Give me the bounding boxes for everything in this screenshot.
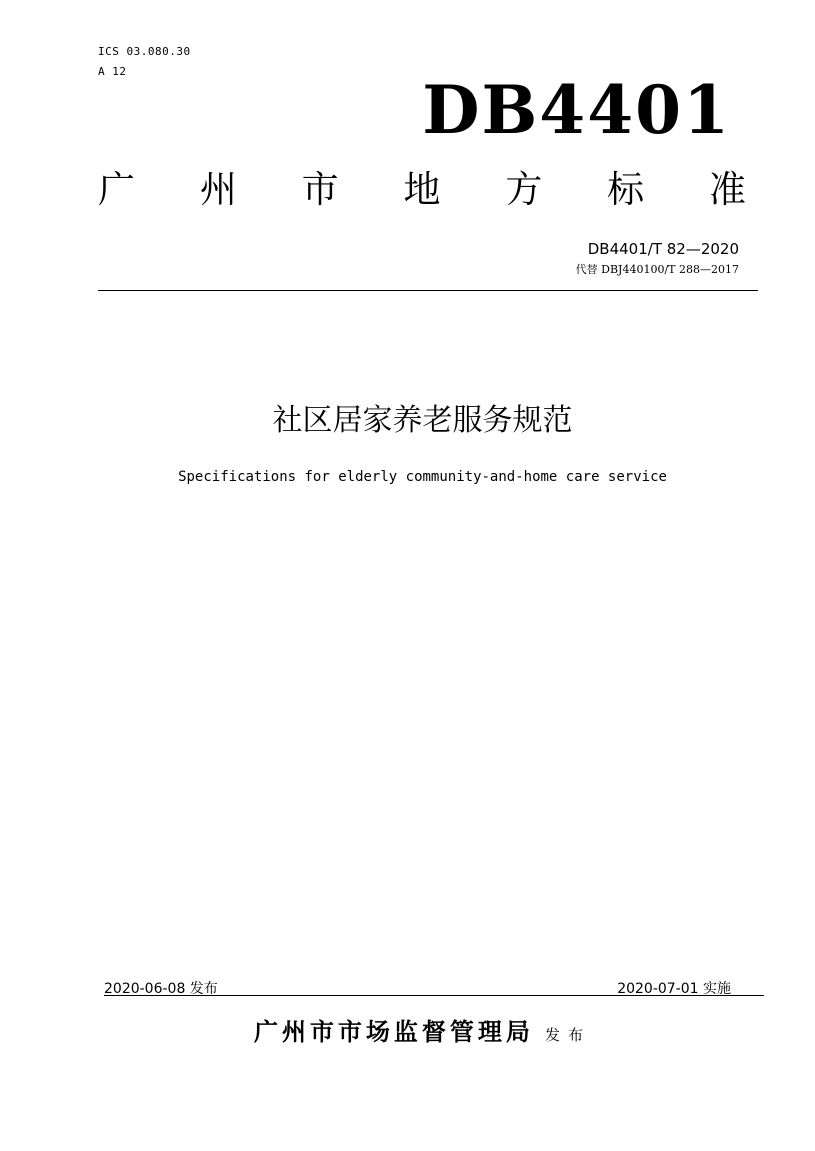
standard-type-char: 地 — [403, 168, 441, 211]
document-title-english: Specifications for elderly community-and-home care service — [178, 469, 667, 485]
ics-code: ICS 03.080.30 — [98, 45, 191, 58]
issue-word: 发布 — [545, 1026, 592, 1044]
standard-type-char: 方 — [505, 168, 543, 211]
standard-type-char: 州 — [199, 168, 237, 211]
implementation-date: 2020-07-01 实施 — [617, 981, 731, 997]
standard-type-char: 广 — [98, 168, 135, 211]
standard-mark: DB4401 — [422, 71, 731, 149]
standard-type — [98, 162, 746, 218]
document-title-chinese: 社区居家养老服务规范 — [272, 403, 573, 438]
standard-type-char: 标 — [607, 168, 645, 211]
standard-type-char: 准 — [708, 168, 746, 211]
issue-date: 2020-06-08 发布 — [104, 981, 218, 997]
classification-codes — [98, 42, 191, 82]
header-divider — [98, 290, 758, 291]
replaces-note: 代替 DBJ440100/T 288—2017 — [575, 263, 739, 276]
ccs-code: A 12 — [98, 65, 127, 78]
standard-type-char: 市 — [301, 168, 339, 211]
standard-number: DB4401/T 82—2020 — [587, 240, 739, 258]
issuing-authority: 广州市市场监督管理局 — [253, 1018, 534, 1046]
footer-divider — [104, 995, 764, 996]
issuer-line — [0, 1012, 815, 1055]
